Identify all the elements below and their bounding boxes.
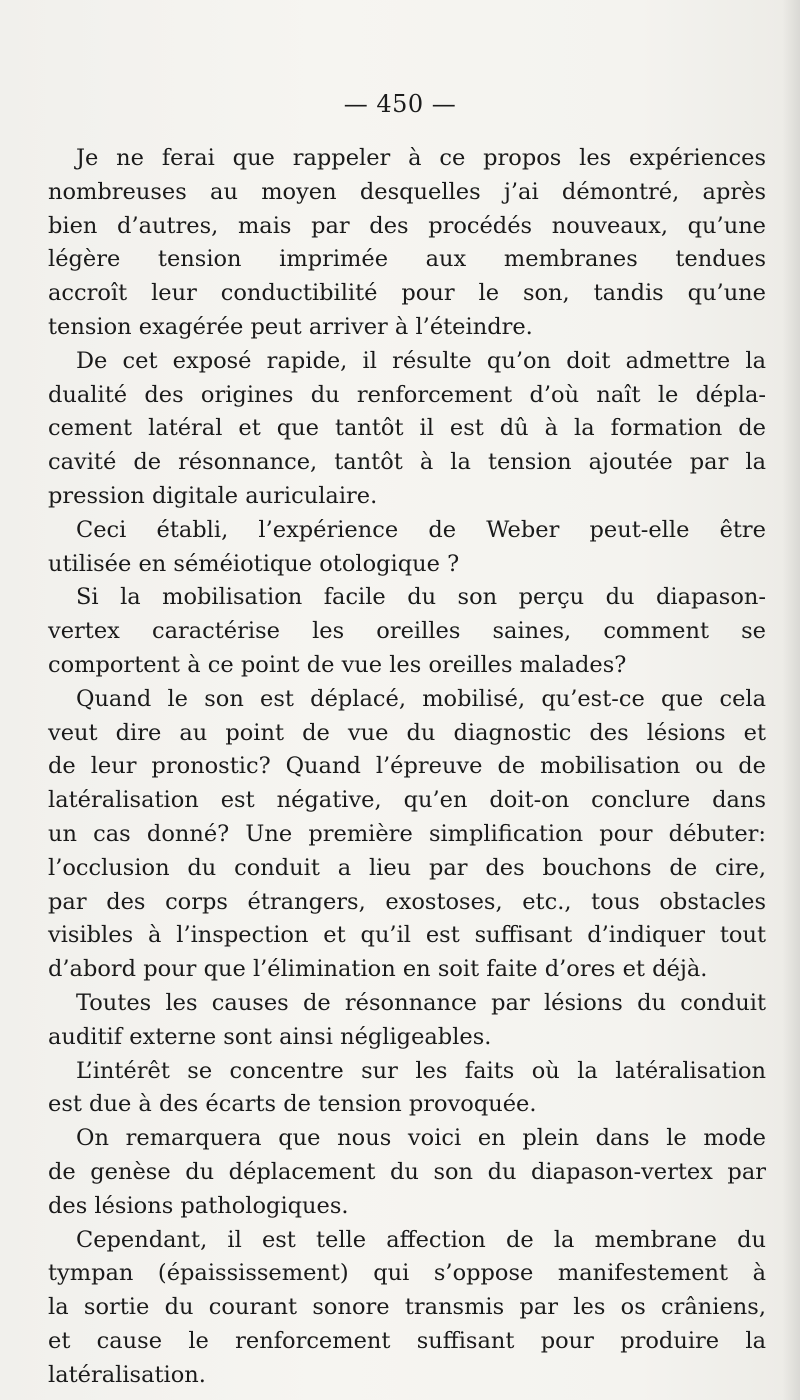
text-line: vertex caractérise les oreilles saines, comment se bbox=[48, 618, 766, 645]
paragraph bbox=[48, 581, 766, 682]
text-line: et cause le renforcement suffisant pour produire la bbox=[48, 1327, 766, 1354]
text-line: légère tension imprimée aux membranes tendues bbox=[48, 246, 766, 273]
text-line: latéralisation est négative, qu’en doit-on conclure dans bbox=[48, 787, 766, 814]
text-line: tension exagérée peut arriver à l’éteindre. bbox=[48, 313, 533, 340]
text-line: l’occlusion du conduit a lieu par des bouchons de cire, bbox=[48, 854, 766, 881]
text-line: De cet exposé rapide, il résulte qu’on doit admettre la bbox=[76, 347, 766, 374]
text-line: des lésions pathologiques. bbox=[48, 1192, 349, 1219]
text-line: cavité de résonnance, tantôt à la tension ajoutée par la bbox=[48, 449, 766, 476]
paragraph bbox=[48, 1122, 766, 1223]
text-line: latéralisation. bbox=[48, 1361, 206, 1388]
text-line: nombreuses au moyen desquelles j’ai démontré, après bbox=[48, 178, 766, 205]
paragraph bbox=[48, 1055, 766, 1123]
text-line: la sortie du courant sonore transmis par les os crâniens, bbox=[48, 1294, 766, 1321]
text-line: Toutes les causes de résonnance par lésions du conduit bbox=[76, 989, 766, 1016]
text-line: dualité des origines du renforcement d’où naît le dépla- bbox=[48, 381, 766, 408]
page-number: — 450 — bbox=[343, 90, 457, 118]
text-line: de leur pronostic? Quand l’épreuve de mobilisation ou de bbox=[48, 753, 766, 780]
text-line: utilisée en séméiotique otologique ? bbox=[48, 550, 460, 577]
text-line: Cependant, il est telle affection de la membrane du bbox=[76, 1226, 766, 1253]
text-line: comportent à ce point de vue les oreilles malades? bbox=[48, 651, 627, 678]
paragraph bbox=[48, 683, 766, 987]
text-line: d’abord pour que l’élimination en soit faite d’ores et déjà. bbox=[48, 956, 708, 983]
text-line: tympan (épaississement) qui s’oppose manifestement à bbox=[48, 1260, 766, 1287]
page-edge-shadow bbox=[782, 0, 800, 1400]
text-line: un cas donné? Une première simplification pour débuter: bbox=[48, 820, 766, 847]
paragraph bbox=[48, 345, 766, 514]
text-line: par des corps étrangers, exostoses, etc., tous obstacles bbox=[48, 888, 766, 915]
text-line: Ceci établi, l’expérience de Weber peut-elle être bbox=[76, 516, 766, 543]
text-line: auditif externe sont ainsi négligeables. bbox=[48, 1023, 492, 1050]
text-line: pression digitale auriculaire. bbox=[48, 482, 378, 509]
body-text bbox=[48, 142, 766, 1392]
text-line: visibles à l’inspection et qu’il est suffisant d’indiquer tout bbox=[48, 922, 766, 949]
text-line: On remarquera que nous voici en plein dans le mode bbox=[76, 1125, 766, 1152]
text-line: L’intérêt se concentre sur les faits où la latéralisation bbox=[76, 1057, 766, 1084]
text-line: cement latéral et que tantôt il est dû à la formation de bbox=[48, 415, 766, 442]
paragraph bbox=[48, 142, 766, 345]
text-line: de genèse du déplacement du son du diapason-vertex par bbox=[48, 1158, 766, 1185]
text-line: veut dire au point de vue du diagnostic des lésions et bbox=[48, 719, 766, 746]
text-line: accroît leur conductibilité pour le son, tandis qu’une bbox=[48, 280, 766, 307]
paragraph bbox=[48, 1224, 766, 1393]
paragraph bbox=[48, 987, 766, 1055]
text-line: bien d’autres, mais par des procédés nouveaux, qu’une bbox=[48, 212, 766, 239]
text-line: Je ne ferai que rappeler à ce propos les expériences bbox=[76, 145, 766, 171]
paragraph bbox=[48, 514, 766, 582]
text-line: Si la mobilisation facile du son perçu du diapason- bbox=[76, 584, 766, 611]
text-line: est due à des écarts de tension provoquée. bbox=[48, 1091, 537, 1118]
text-line: Quand le son est déplacé, mobilisé, qu’est-ce que cela bbox=[76, 685, 766, 712]
